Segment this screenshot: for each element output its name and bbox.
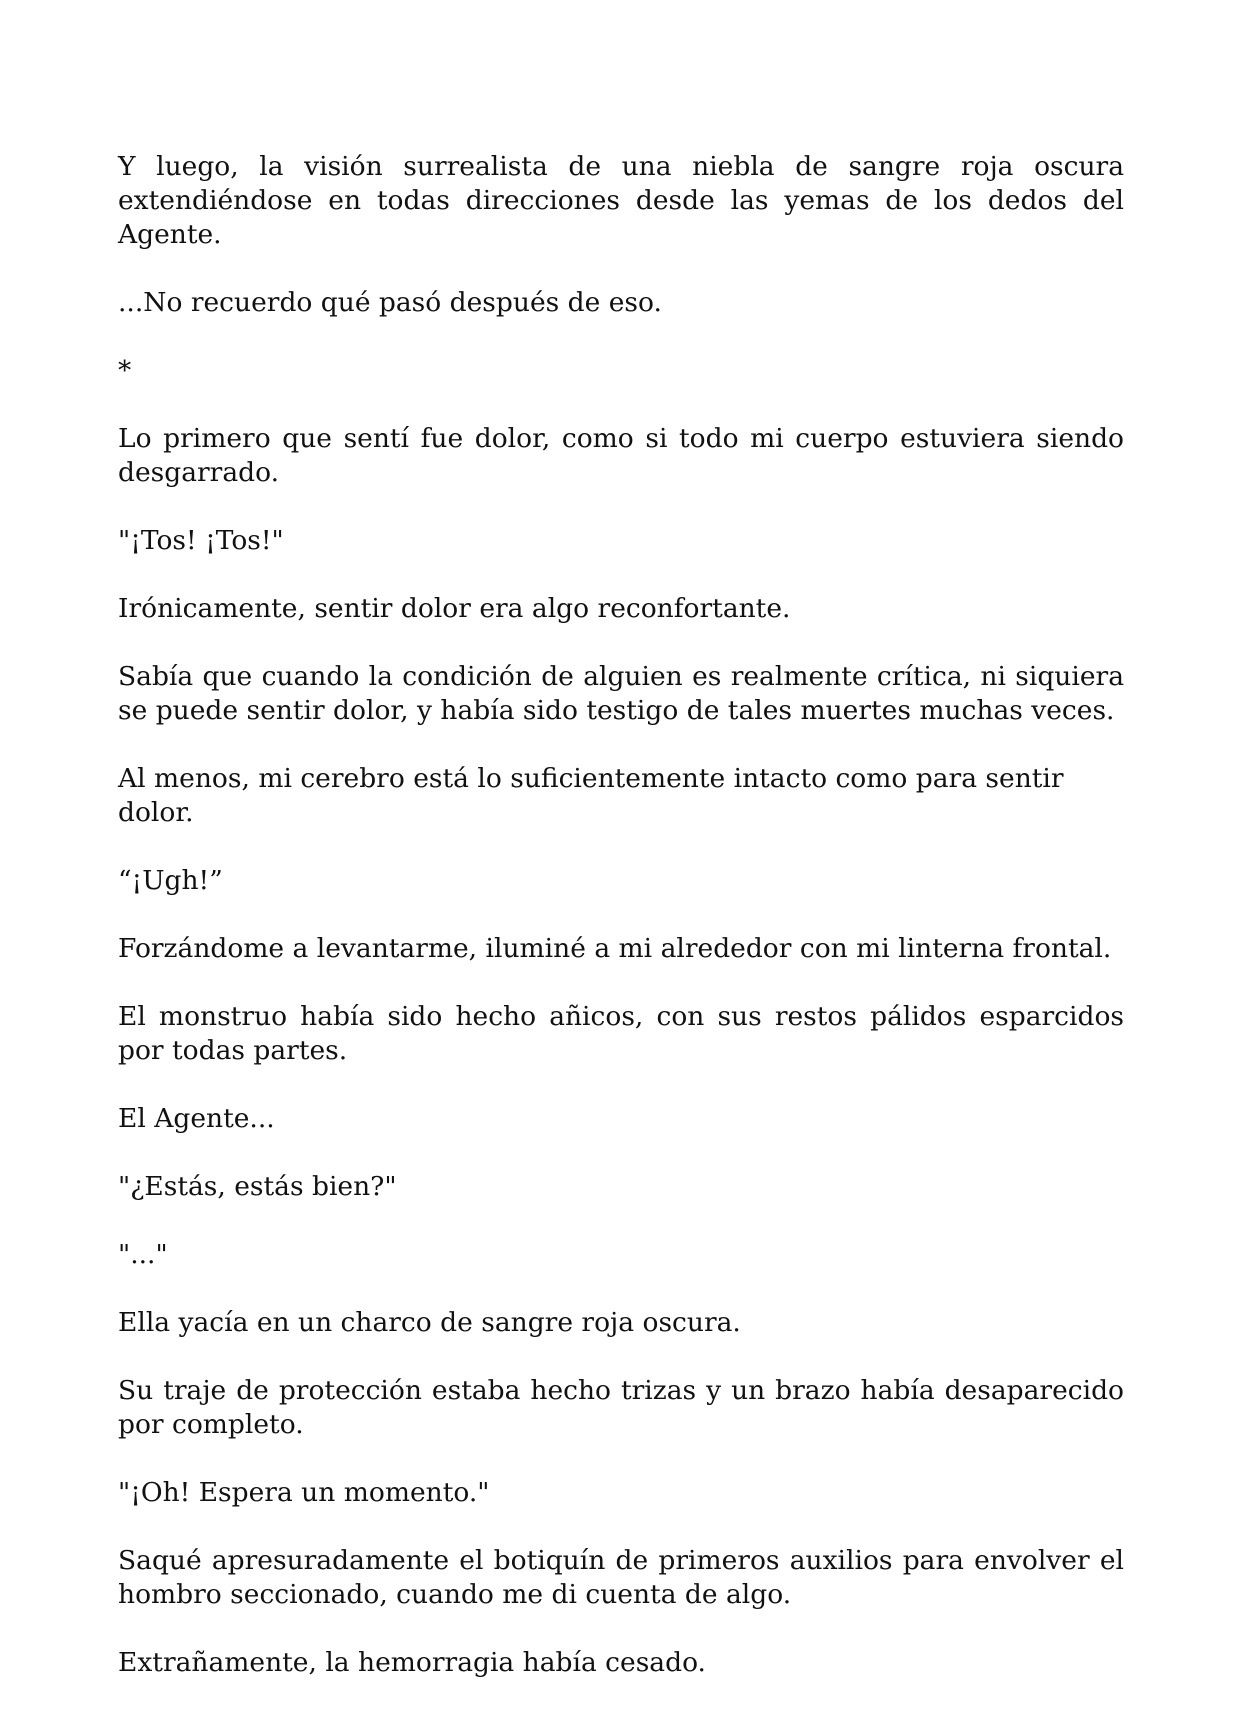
paragraph: Su traje de protección estaba hecho trizas y un brazo había desaparecido por completo. bbox=[118, 1375, 1124, 1440]
paragraph: Saqué apresuradamente el botiquín de primeros auxilios para envolver el hombro seccionado, cuando me di cuenta de algo. bbox=[118, 1545, 1124, 1610]
paragraph: El monstruo había sido hecho añicos, con sus restos pálidos esparcidos por todas partes. bbox=[118, 1001, 1124, 1066]
paragraph: Irónicamente, sentir dolor era algo reconfortante. bbox=[118, 593, 791, 624]
paragraph: "..." bbox=[118, 1239, 168, 1270]
paragraph: Lo primero que sentí fue dolor, como si todo mi cuerpo estuviera siendo desgarrado. bbox=[118, 423, 1124, 488]
paragraph: Al menos, mi cerebro está lo suficientemente intacto como para sentir dolor. bbox=[118, 763, 1064, 828]
paragraph: ...No recuerdo qué pasó después de eso. bbox=[118, 287, 662, 318]
paragraph: “¡Ugh!” bbox=[118, 865, 223, 896]
paragraph: Ella yacía en un charco de sangre roja oscura. bbox=[118, 1307, 741, 1338]
paragraph: Sabía que cuando la condición de alguien es realmente crítica, ni siquiera se puede sentir dolor, y había sido testigo de tales muertes muchas veces. bbox=[118, 661, 1124, 726]
scene-break: * bbox=[118, 355, 132, 386]
paragraph: Y luego, la visión surrealista de una niebla de sangre roja oscura extendiéndose en todas direcciones desde las yemas de los dedos del Agente. bbox=[118, 151, 1124, 250]
paragraph: "¡Tos! ¡Tos!" bbox=[118, 525, 284, 556]
paragraph: "¿Estás, estás bien?" bbox=[118, 1171, 397, 1202]
paragraph: El Agente... bbox=[118, 1103, 275, 1134]
paragraph: Extrañamente, la hemorragia había cesado. bbox=[118, 1647, 706, 1678]
document-body bbox=[118, 150, 1124, 1714]
paragraph: Forzándome a levantarme, iluminé a mi alrededor con mi linterna frontal. bbox=[118, 933, 1112, 964]
paragraph: "¡Oh! Espera un momento." bbox=[118, 1477, 490, 1508]
